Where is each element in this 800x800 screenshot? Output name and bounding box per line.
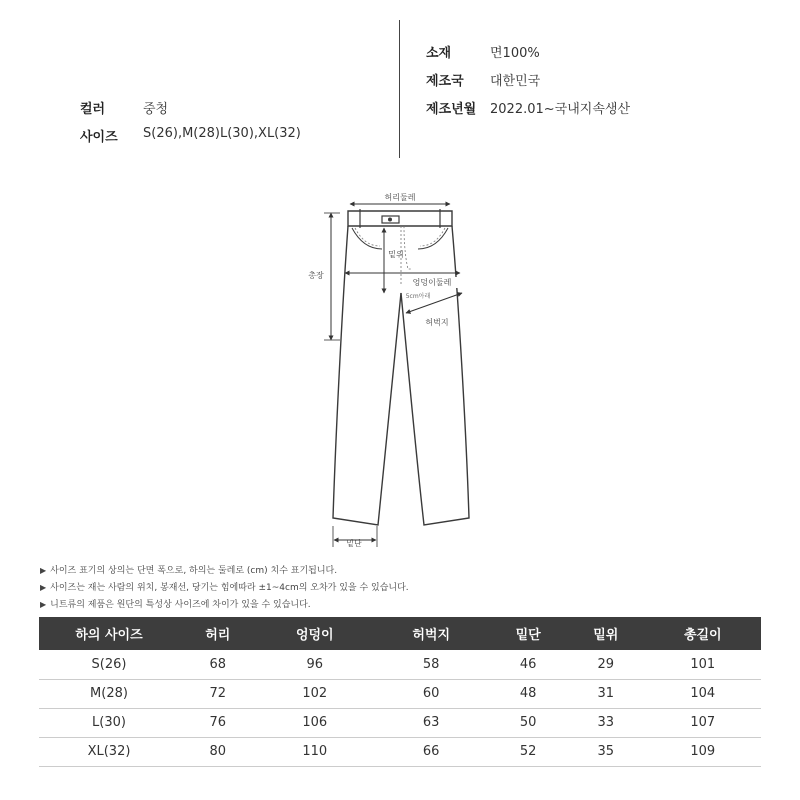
country-value: 대한민국 [490, 74, 541, 89]
table-cell: 106 [302, 715, 328, 730]
table-cell: 104 [690, 686, 716, 701]
table-cell: 76 [209, 715, 227, 730]
triangle-right-icon: ▶ [40, 600, 47, 609]
waist-label: 허리둘레 [384, 193, 416, 202]
hem-label: 밑단 [346, 539, 362, 548]
table-cell: 107 [690, 715, 716, 730]
table-row [39, 650, 761, 679]
color-label: 컬러 [80, 102, 106, 117]
note-item: ▶ 니트류의 제품은 원단의 특성상 사이즈에 차이가 있을 수 있습니다. [40, 600, 311, 610]
table-cell: 46 [519, 656, 537, 672]
column-header: 허벅지 [412, 628, 451, 643]
table-cell: 102 [302, 686, 328, 701]
table-cell: 72 [209, 686, 227, 701]
table-cell: 35 [597, 744, 615, 759]
table-cell: L(30) [92, 715, 126, 730]
table-cell: 48 [519, 686, 537, 701]
table-cell: 96 [306, 656, 324, 672]
rise-label: 밑위 [388, 250, 404, 259]
info-divider [399, 20, 400, 158]
total-length-label: 총장 [308, 271, 324, 280]
column-header: 허리 [205, 628, 231, 643]
note-item: ▶ 사이즈는 재는 사람의 위치, 봉재선, 당기는 힘에따라 ±1~4cm의 오차가 있을 수 있습니다. [40, 583, 409, 593]
note-item: ▶ 사이즈 표기의 상의는 단면 폭으로, 하의는 둘레로 (cm) 치수 표기됩니다. [40, 566, 338, 576]
table-cell: 68 [209, 656, 227, 672]
table-cell: 31 [597, 686, 615, 701]
triangle-right-icon: ▶ [40, 566, 47, 575]
triangle-right-icon: ▶ [40, 583, 47, 592]
color-value: 중청 [143, 102, 169, 117]
table-row [39, 708, 761, 737]
table-cell: S(26) [91, 656, 127, 672]
size-label: 사이즈 [80, 130, 118, 145]
table-cell: 52 [519, 744, 537, 759]
belt-loops [360, 209, 440, 228]
table-cell: XL(32) [87, 744, 131, 759]
table-cell: 101 [690, 656, 716, 672]
table-cell: 66 [422, 744, 440, 759]
table-row [39, 679, 761, 708]
table-cell: 109 [690, 744, 716, 759]
size-value: S(26),M(28)L(30),XL(32) [143, 126, 301, 141]
column-header: 엉덩이 [295, 628, 334, 643]
date-label: 제조년월 [426, 102, 477, 117]
hip-offset-label: 5cm아래 [405, 293, 431, 300]
table-cell: M(28) [90, 686, 128, 701]
table-cell: 29 [597, 656, 615, 672]
column-header: 하의 사이즈 [75, 628, 143, 643]
material-label: 소재 [426, 46, 452, 61]
column-header: 밑위 [593, 628, 619, 643]
size-table [39, 617, 761, 767]
date-value: 2022.01~국내지속생산 [490, 102, 630, 117]
thigh-label: 허벅지 [425, 318, 449, 327]
material-value: 면100% [490, 46, 540, 61]
column-header: 밑단 [515, 628, 541, 643]
country-label: 제조국 [426, 74, 464, 89]
hip-label: 엉덩이둘레 [412, 278, 452, 287]
pants-measurement-diagram [300, 185, 500, 555]
table-row [39, 737, 761, 766]
table-cell: 58 [422, 656, 440, 672]
table-cell: 60 [422, 686, 440, 701]
column-header: 총길이 [683, 628, 722, 643]
table-cell: 33 [597, 715, 615, 730]
table-cell: 50 [519, 715, 537, 730]
table-cell: 80 [209, 744, 227, 759]
table-cell: 110 [302, 744, 328, 759]
table-cell: 63 [422, 715, 440, 730]
table-header-row [39, 617, 761, 650]
button-hole-icon [388, 218, 392, 222]
